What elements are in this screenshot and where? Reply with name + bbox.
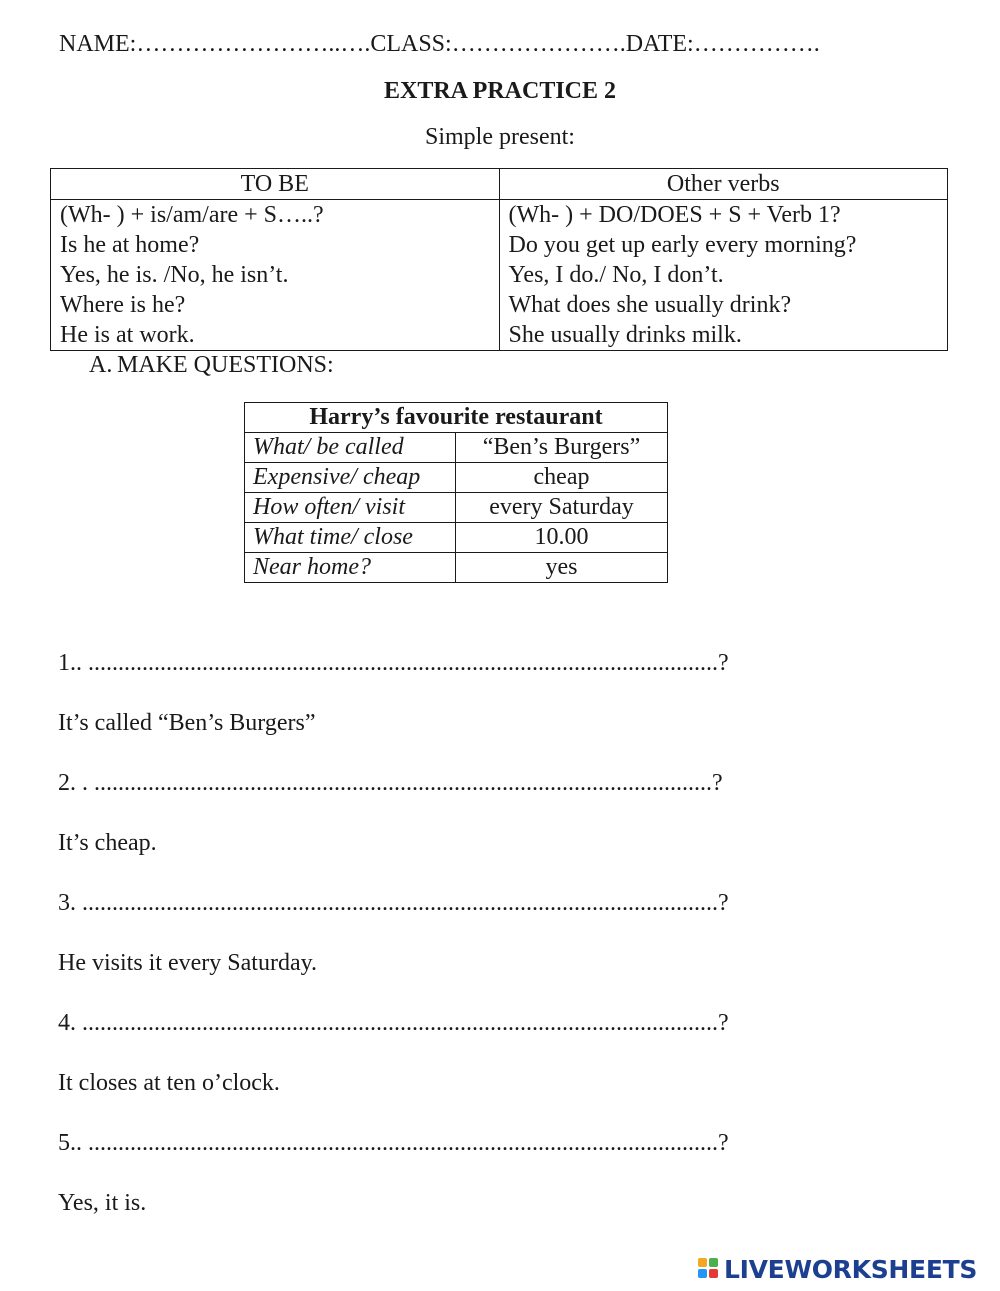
restaurant-prompt: Expensive/ cheap [245, 463, 456, 493]
to-be-line: Where is he? [60, 292, 186, 318]
section-a-label: MAKE QUESTIONS: [117, 352, 334, 378]
restaurant-prompt: How often/ visit [245, 493, 456, 523]
other-verbs-line: She usually drinks milk. [508, 322, 742, 348]
grammar-header-row [51, 169, 948, 200]
restaurant-table [244, 402, 668, 583]
restaurant-value: cheap [456, 463, 668, 493]
question-1-input[interactable]: 1.. .........................................................................................................? [58, 650, 729, 676]
worksheet-subtitle: Simple present: [425, 124, 575, 150]
header-other-verbs: Other verbs [499, 169, 948, 200]
restaurant-prompt: Near home? [245, 553, 456, 583]
question-4-input[interactable]: 4. ..........................................................................................................? [58, 1010, 729, 1036]
restaurant-value: 10.00 [456, 523, 668, 553]
to-be-line: He is at work. [60, 322, 195, 348]
answer-3: He visits it every Saturday. [58, 950, 318, 976]
grammar-table [50, 168, 948, 351]
restaurant-row [245, 433, 668, 463]
logo-text: LIVEWORKSHEETS [724, 1255, 978, 1284]
to-be-line: Is he at home? [60, 232, 200, 258]
restaurant-title-row [245, 403, 668, 433]
to-be-column [51, 200, 500, 351]
restaurant-value: yes [456, 553, 668, 583]
question-2-input[interactable]: 2. . .......................................................................................................? [58, 770, 723, 796]
restaurant-value: “Ben’s Burgers” [456, 433, 668, 463]
restaurant-value: every Saturday [456, 493, 668, 523]
question-5-input[interactable]: 5.. .........................................................................................................? [58, 1130, 729, 1156]
answer-5: Yes, it is. [58, 1190, 147, 1216]
other-verbs-line: (Wh- ) + DO/DOES + S + Verb 1? [508, 202, 841, 228]
grammar-body-row [51, 200, 948, 351]
other-verbs-line: Do you get up early every morning? [508, 232, 857, 258]
section-a-heading [89, 350, 334, 380]
restaurant-row [245, 553, 668, 583]
restaurant-prompt: What time/ close [245, 523, 456, 553]
liveworksheets-logo [698, 1256, 977, 1284]
restaurant-row [245, 493, 668, 523]
restaurant-row [245, 463, 668, 493]
other-verbs-line: What does she usually drink? [508, 292, 792, 318]
worksheet-title: EXTRA PRACTICE 2 [383, 78, 617, 104]
restaurant-row [245, 523, 668, 553]
restaurant-table-title: Harry’s favourite restaurant [245, 403, 668, 433]
question-3-input[interactable]: 3. ..........................................................................................................? [58, 890, 729, 916]
other-verbs-line: Yes, I do./ No, I don’t. [508, 262, 724, 288]
section-a-number: A. [89, 352, 113, 378]
answer-1: It’s called “Ben’s Burgers” [58, 710, 316, 736]
to-be-line: Yes, he is. /No, he isn’t. [60, 262, 289, 288]
restaurant-prompt: What/ be called [245, 433, 456, 463]
answer-2: It’s cheap. [58, 830, 157, 856]
to-be-line: (Wh- ) + is/am/are + S…..? [60, 202, 324, 228]
answer-4: It closes at ten o’clock. [58, 1070, 280, 1096]
logo-blocks-icon [698, 1258, 720, 1282]
header-to-be: TO BE [51, 169, 500, 200]
student-info-line: NAME:……………………..….CLASS:………………….DATE:……………. [59, 31, 820, 57]
other-verbs-column [499, 200, 948, 351]
